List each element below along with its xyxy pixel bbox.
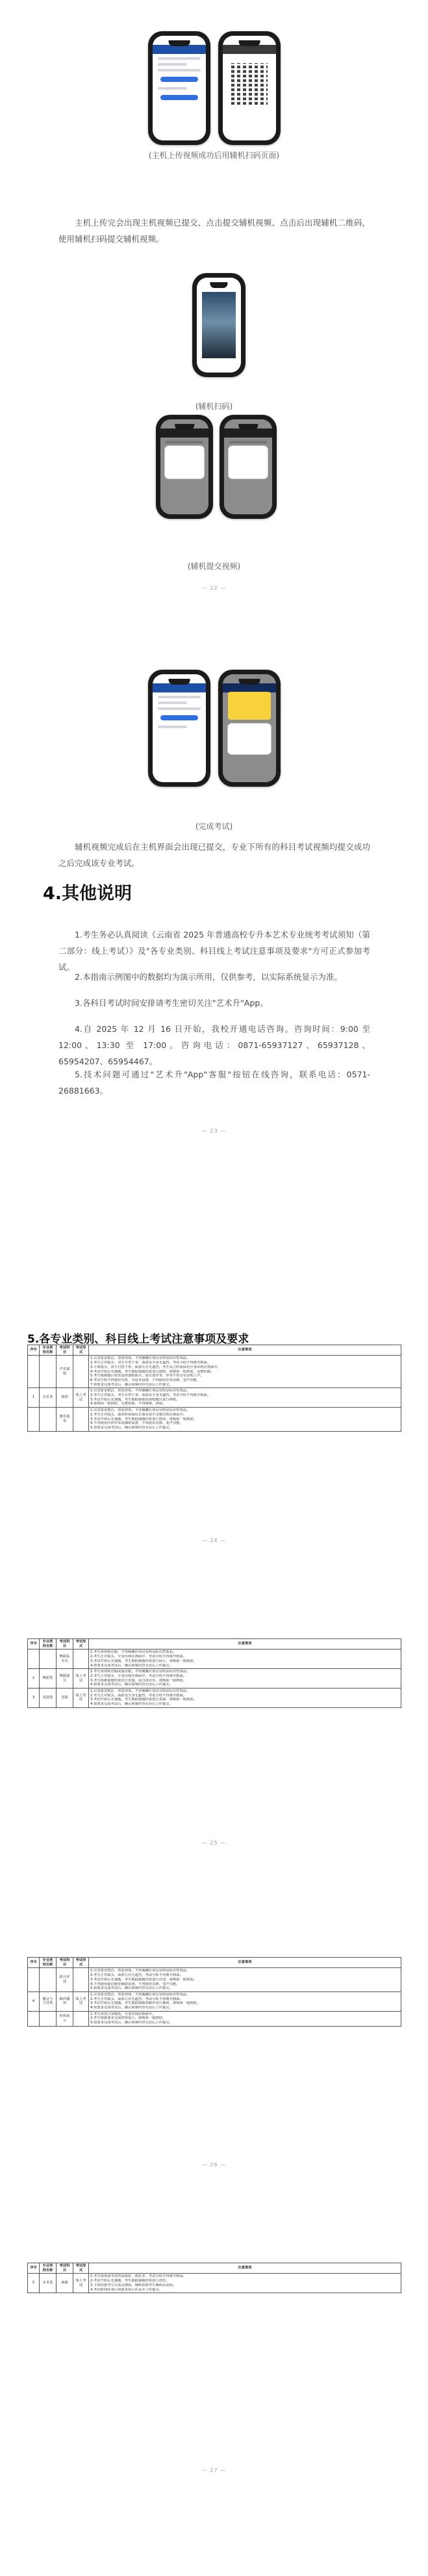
table-cell-form bbox=[73, 2011, 89, 2026]
note-line: 4.不得使用提词器等辅助设备，不得使用美颜、变声功能。 bbox=[90, 1982, 180, 1986]
table-cell-form bbox=[73, 1968, 89, 1992]
table-header-cell: 考试形式 bbox=[73, 1958, 89, 1968]
table-header-cell: 专业类别名称 bbox=[40, 2263, 57, 2274]
table-cell-notes bbox=[89, 1408, 401, 1432]
table-cell-num bbox=[28, 1649, 40, 1669]
table-cell-notes bbox=[89, 1388, 401, 1408]
table-cell-notes bbox=[89, 1649, 401, 1669]
table-cell-num: 5 bbox=[28, 2274, 40, 2293]
table-header-cell: 注意事项 bbox=[89, 1345, 401, 1356]
table-header-cell: 序号 bbox=[28, 1958, 40, 1968]
table-header-cell: 专业类别名称 bbox=[40, 1958, 57, 1968]
table-cell-notes bbox=[89, 2011, 401, 2026]
table-cell-category bbox=[40, 1968, 57, 1992]
table-cell-num: 4 bbox=[28, 1991, 40, 2011]
note-line: 2.考生根据要求完成形体展示，视频须一镜到底。 bbox=[90, 2016, 166, 2021]
table-cell-notes bbox=[89, 1991, 401, 2011]
table-cell-num bbox=[28, 1968, 40, 1992]
table-header-cell: 考试科目 bbox=[57, 1958, 73, 1968]
note-line: 4.不得使用任何伴奏或辅助设备，不得使用美颜、变声功能。 bbox=[90, 1421, 183, 1426]
note-line: 4.考试开始后先抽题，考生根据抽题结果进行演唱，视频须一镜到底、完整拍摄。 bbox=[90, 1369, 214, 1374]
note-line: 3.平视镜头，双手自然下垂，面部五官无遮挡，考生站立时须保持全身出现在画面中。 bbox=[90, 1365, 221, 1369]
page-number: — 25 — bbox=[201, 1840, 227, 1846]
table-header-cell: 序号 bbox=[28, 1639, 40, 1649]
note-line: 2.考生正对镜头，双手自然下垂，面部及全身无遮挡，考试全程不得离开画面。 bbox=[90, 1361, 211, 1365]
note-line: 4.考试时间结束后按要求展示作品并上传提交。 bbox=[90, 2287, 162, 2292]
table-header-cell: 注意事项 bbox=[89, 2263, 401, 2274]
note-line: 1.仪表要求整洁，着装得体，不得佩戴任何具有明显标识性饰品。 bbox=[90, 1389, 190, 1393]
note-line: 3.主机拍摄考生正面及画面，辅机拍摄考生侧面及桌面。 bbox=[90, 2283, 177, 2287]
table-row bbox=[28, 1388, 401, 1408]
note-line: 1.仪表要求整洁，着装得体，不得佩戴任何具有明显标识性饰品。 bbox=[90, 1969, 190, 1973]
note-line: 2.考生正对镜头，面部五官无遮挡，考试全程不得离开画面。 bbox=[90, 1973, 183, 1978]
table-cell-subject: 表演 bbox=[57, 1689, 73, 1708]
table-cell-num bbox=[28, 1356, 40, 1388]
page-number: — 23 — bbox=[201, 1128, 227, 1134]
table-row bbox=[28, 1669, 401, 1689]
note-line: 5.考生根据题目要求选择演唱曲目，需自备伴奏，伴奏不得含有原唱人声。 bbox=[90, 1374, 204, 1378]
table-row bbox=[28, 1408, 401, 1432]
table-cell-form: 线上考试 bbox=[73, 1388, 89, 1408]
note-line: 3.考试开始后先抽题，考生根据抽题结果进行展示，视频须一镜到底。 bbox=[90, 1659, 197, 1663]
table-cell-category: 美术类 bbox=[40, 2274, 57, 2293]
table-row bbox=[28, 1689, 401, 1708]
table-cell-num bbox=[28, 2011, 40, 2026]
note-line: 5.按要求完成考试后，确认视频内容无误后上传提交。 bbox=[90, 1425, 173, 1430]
note-line: 3.考试开始后先抽题，考生根据抽题结果进行表演，视频须一镜到底。 bbox=[90, 1698, 197, 1702]
note-line: 1.考生须准备考试所需纸张、画具等，考试全程不得离开画面。 bbox=[90, 2274, 187, 2279]
table-cell-subject: 器乐演奏 bbox=[57, 1408, 73, 1432]
note-line: 3.按要求完成考试后，确认视频内容无误后上传提交。 bbox=[90, 2021, 173, 2025]
table-header-cell: 专业类别名称 bbox=[40, 1345, 57, 1356]
table-cell-form bbox=[73, 1408, 89, 1432]
note-item-5: 5.技术问题可通过"艺术升"App"客服"按钮在线咨询，联系电话：0571-26881663。 bbox=[58, 1070, 370, 1096]
table-cell-notes bbox=[89, 1968, 401, 1992]
table-cell-notes bbox=[89, 2274, 401, 2293]
note-line: 7.按要求完成考试后，确认视频内容无误后上传提交。 bbox=[90, 1382, 173, 1387]
table-header-cell: 专业类别名称 bbox=[40, 1639, 57, 1649]
table-header-cell: 考试科目 bbox=[57, 2263, 73, 2274]
note-item-4: 4.自 2025 年 12 月 16 日开始，我校开通电话咨询。咨询时间：9:00 至 12:00、13:30 至 17:00。咨询电话：0871-65937127、65937128、65954207、65954467。 bbox=[58, 1024, 370, 1066]
caption-host-upload: (主机上传视频成功后用辅机扫码页面) bbox=[148, 151, 280, 160]
note-line: 3.考试开始后先抽题，考生根据抽题结果进行评述，视频须一镜到底。 bbox=[90, 1977, 197, 1982]
note-line: 4.视频须一镜到底、完整拍摄，不得剪辑、拼接。 bbox=[90, 1402, 166, 1406]
phone-mockup-aux-submit-2 bbox=[220, 415, 277, 519]
phone-mockup-host bbox=[148, 31, 210, 145]
table-cell-num: 1 bbox=[28, 1388, 40, 1408]
exam-requirements-table bbox=[27, 1345, 401, 1432]
table-cell-category bbox=[40, 2011, 57, 2026]
exam-requirements-table bbox=[27, 1638, 401, 1708]
table-row bbox=[28, 1356, 401, 1388]
note-line: 1.仪表要求整洁，着装得体，不得佩戴任何具有明显标识性饰品。 bbox=[90, 1356, 190, 1361]
note-line: 1.考生须着练功服，不得佩戴任何具有明显标识性饰品。 bbox=[90, 1650, 177, 1655]
page-number: — 24 — bbox=[201, 1538, 227, 1544]
table-header-cell: 注意事项 bbox=[89, 1958, 401, 1968]
note-item-2: 2.本指南示例图中的数据均为演示所用，仅供参考，以实际系统显示为准。 bbox=[75, 972, 342, 982]
table-cell-subject: 声乐演唱 bbox=[57, 1356, 73, 1388]
table-cell-category bbox=[40, 1356, 57, 1388]
note-line: 3.考试开始后先抽题，考生根据抽题结果进行演奏，视频须一镜到底。 bbox=[90, 1417, 197, 1421]
caption-aux-submit: (辅机提交视频) bbox=[187, 562, 241, 571]
page-number: — 26 — bbox=[201, 2162, 227, 2168]
note-line: 2.考生正对镜头，面部及全身无遮挡，考试全程不得离开画面。 bbox=[90, 1693, 187, 1698]
table-cell-category: 播音与主持类 bbox=[40, 1991, 57, 2011]
table-cell-form: 线上考试 bbox=[73, 1991, 89, 2011]
table-header-cell: 考试形式 bbox=[73, 1639, 89, 1649]
table-cell-subject: 舞蹈剧目 bbox=[57, 1669, 73, 1689]
table-cell-form: 线上考试 bbox=[73, 1689, 89, 1708]
note-line: 2.考生正对镜头，演奏时须保证乐器及双手完整出现在画面中。 bbox=[90, 1412, 187, 1417]
table-cell-notes bbox=[89, 1669, 401, 1689]
table-cell-form bbox=[73, 1649, 89, 1669]
table-header-cell: 注意事项 bbox=[89, 1639, 401, 1649]
note-line: 1.考生须着合身服装，全身出现在画面中。 bbox=[90, 2012, 156, 2016]
table-cell-form: 线上考试 bbox=[73, 1669, 89, 1689]
table-cell-subject: 舞蹈基本功 bbox=[57, 1649, 73, 1669]
note-line: 6.考试全程不得使用耳机、耳返等设备，不得使用任何美颜、变声功能。 bbox=[90, 1378, 201, 1382]
phone-mockup-qrcode bbox=[218, 31, 281, 145]
note-item-1: 1.考生务必认真阅读《云南省 2025 年普通高校专升本艺术专业统考考试须知（第二部分：线上考试）》及"各专业类别、科目线上考试注意事项及要求"方可正式参加考试。 bbox=[58, 930, 370, 972]
table-cell-notes bbox=[89, 1689, 401, 1708]
note-line: 2.考生正对镜头，双手自然下垂，面部及全身无遮挡，考试全程不得离开画面。 bbox=[90, 1393, 211, 1398]
table-cell-category: 音乐类 bbox=[40, 1388, 57, 1408]
table-cell-category: 表演类 bbox=[40, 1689, 57, 1708]
paragraph-host-submit: 主机上传完会出现主机视频已提交、点击提交辅机视频、点击后出现辅机二维码，使用辅机扫码提交辅机视频。 bbox=[58, 218, 370, 244]
paragraph-aux-complete: 辅机视频完成后在主机界面会出现已提交，专业下所有的科目考试视频均提交成功之后完成该专业考试。 bbox=[58, 842, 370, 868]
note-line: 4.按要求完成考试后，确认视频内容无误后上传提交。 bbox=[90, 2006, 173, 2010]
note-line: 1.仪表要求整洁，着装得体，不得佩戴任何具有明显标识性饰品。 bbox=[90, 1408, 190, 1413]
table-cell-notes bbox=[89, 1356, 401, 1388]
section-4-title: 4.其他说明 bbox=[43, 884, 132, 904]
note-line: 1.仪表要求整洁，着装得体，不得佩戴任何具有明显标识性饰品。 bbox=[90, 1992, 190, 1997]
table-header-cell: 序号 bbox=[28, 1345, 40, 1356]
note-line: 4.按要求完成考试后，确认视频内容无误后上传提交。 bbox=[90, 1683, 173, 1687]
table-cell-category: 舞蹈类 bbox=[40, 1669, 57, 1689]
note-line: 3.考试开始后先抽题，考生根据抽取的视唱题目进行视唱。 bbox=[90, 1397, 180, 1402]
table-cell-num bbox=[28, 1408, 40, 1432]
phone-mockup-finish-2 bbox=[218, 670, 281, 787]
table-cell-subject: 即兴评述 bbox=[57, 1968, 73, 1992]
note-line: 4.按要求完成考试后，确认视频内容无误后上传提交。 bbox=[90, 1702, 173, 1707]
note-line: 2.考生正对镜头，全身出现在画面中，考试全程不得离开画面。 bbox=[90, 1674, 187, 1678]
exam-requirements-table bbox=[27, 1957, 401, 2027]
table-header-cell: 考试形式 bbox=[73, 1345, 89, 1356]
table-cell-category bbox=[40, 1408, 57, 1432]
table-cell-num: 3 bbox=[28, 1689, 40, 1708]
table-cell-subject: 视唱 bbox=[57, 1388, 73, 1408]
table-cell-form: 线上考试 bbox=[73, 2274, 89, 2293]
table-cell-subject: 稿件播读 bbox=[57, 1991, 73, 2011]
page-number: — 22 — bbox=[201, 585, 227, 591]
table-header-cell: 序号 bbox=[28, 2263, 40, 2274]
qrcode-icon bbox=[231, 63, 268, 105]
note-line: 3.考试开始后先抽题，考生根据抽取的稿件进行播读，视频须一镜到底。 bbox=[90, 2001, 201, 2006]
exam-requirements-table bbox=[27, 2263, 401, 2293]
table-row bbox=[28, 1968, 401, 1992]
note-line: 1.考生须着练功服或演出服，不得佩戴任何具有明显标识性饰品。 bbox=[90, 1670, 190, 1674]
phone-mockup-finish-1 bbox=[148, 670, 210, 787]
table-row bbox=[28, 1991, 401, 2011]
caption-aux-scan: (辅机扫码) bbox=[195, 402, 233, 411]
page-number: — 27 — bbox=[201, 2467, 227, 2473]
note-line: 2.考生正对镜头，面部五官无遮挡，考试全程不得离开画面。 bbox=[90, 1997, 183, 2001]
phone-mockup-aux-submit-1 bbox=[156, 415, 213, 519]
note-line: 2.考试开始后先抽题，考生根据抽题结果进行创作。 bbox=[90, 2279, 170, 2283]
table-row bbox=[28, 1649, 401, 1669]
table-cell-subject: 素描 bbox=[57, 2274, 73, 2293]
note-line: 1.仪表要求整洁，着装得体，不得佩戴任何具有明显标识性饰品。 bbox=[90, 1689, 190, 1694]
table-cell-num: 2 bbox=[28, 1669, 40, 1689]
note-line: 5.按要求完成考试后，确认视频内容无误后上传提交。 bbox=[90, 1986, 173, 1991]
table-row bbox=[28, 2011, 401, 2026]
phone-mockup-aux-scan bbox=[192, 273, 245, 377]
table-cell-subject: 形体展示 bbox=[57, 2011, 73, 2026]
caption-finish: (完成考试) bbox=[195, 822, 233, 831]
table-cell-category bbox=[40, 1649, 57, 1669]
note-line: 4.按要求完成考试后，确认视频内容无误后上传提交。 bbox=[90, 1663, 173, 1668]
table-header-cell: 考试科目 bbox=[57, 1639, 73, 1649]
note-line: 2.考生正对镜头，全身出现在画面中，考试全程不得离开画面。 bbox=[90, 1655, 187, 1659]
table-row bbox=[28, 2274, 401, 2293]
note-line: 3.考生根据抽题结果进行表演，需自备音乐，视频须一镜到底。 bbox=[90, 1678, 187, 1683]
section-5-title: 5.各专业类别、科目线上考试注意事项及要求 bbox=[27, 1333, 249, 1346]
note-item-3: 3.各科目考试时间安排请考生密切关注"艺术升"App。 bbox=[75, 998, 268, 1008]
table-header-cell: 考试科目 bbox=[57, 1345, 73, 1356]
table-header-cell: 考试形式 bbox=[73, 2263, 89, 2274]
table-cell-form bbox=[73, 1356, 89, 1388]
